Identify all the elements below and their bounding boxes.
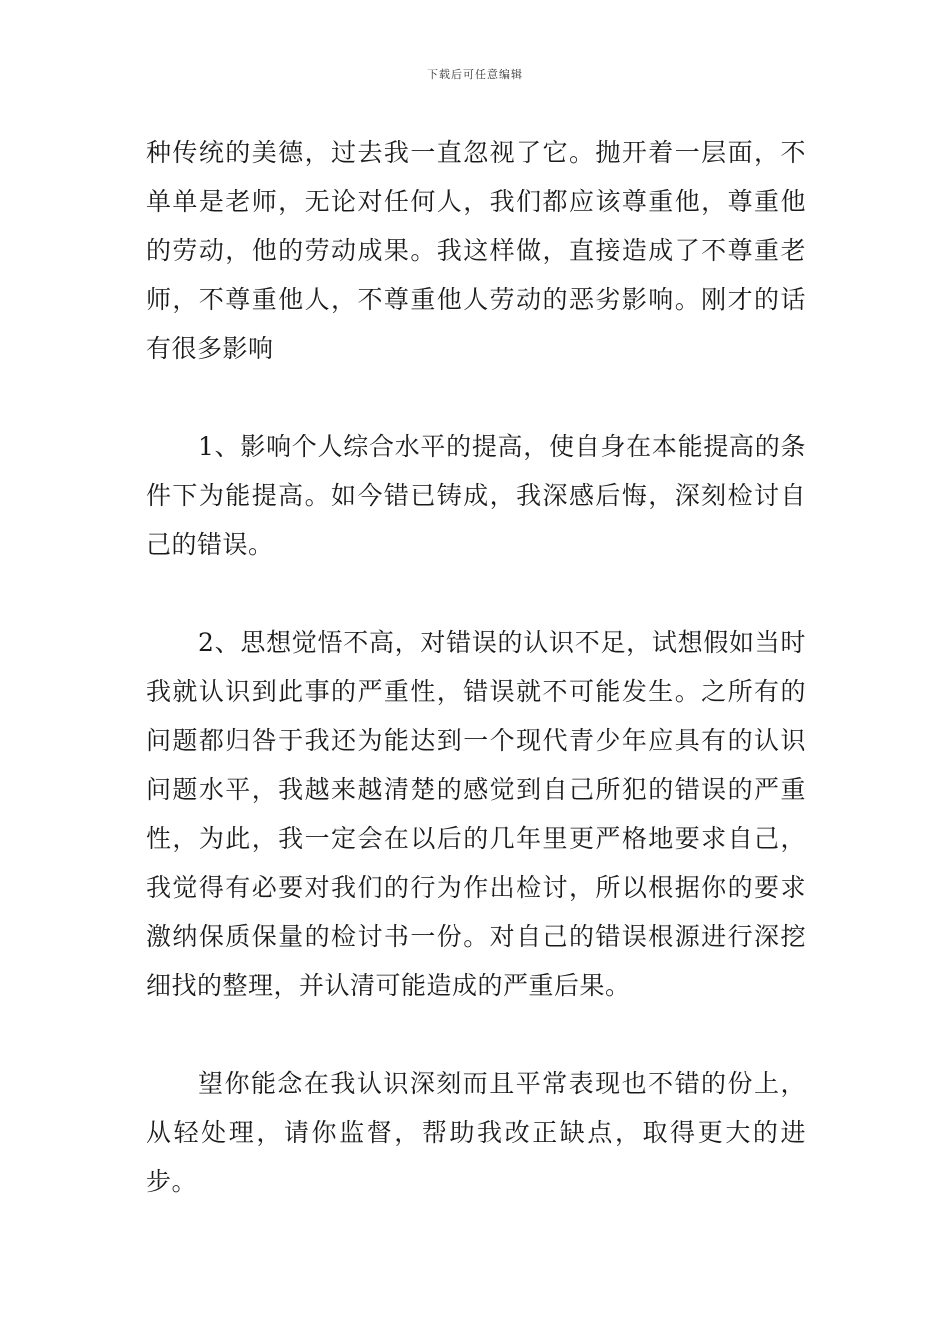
paragraph-point-1: 1、影响个人综合水平的提高，使自身在本能提高的条件下为能提高。如今错已铸成，我深感后悔，深刻检讨自己的错误。	[146, 432, 806, 559]
document-body	[146, 128, 806, 1206]
paragraph-point-2: 2、思想觉悟不高，对错误的认识不足，试想假如当时我就认识到此事的严重性，错误就不可能发生。之所有的问题都归咎于我还为能达到一个现代青少年应具有的认识问题水平，我越来越清楚的感觉到自己所犯的错误的严重性，为此，我一定会在以后的几年里更严格地要求自己，我觉得有必要对我们的行为作出检讨，所以根据你的要求激纳保质保量的检讨书一份。对自己的错误根源进行深挖细找的整理，并认清可能造成的严重后果。	[146, 628, 806, 1000]
header-note: 下载后可任意编辑	[427, 68, 523, 81]
paragraph-closing: 望你能念在我认识深刻而且平常表现也不错的份上，从轻处理，请你监督，帮助我改正缺点，取得更大的进步。	[146, 1069, 806, 1196]
paragraph-intro: 种传统的美德，过去我一直忽视了它。抛开着一层面，不单单是老师，无论对任何人，我们都应该尊重他，尊重他的劳动，他的劳动成果。我这样做，直接造成了不尊重老师，不尊重他人，不尊重他人劳动的恶劣影响。刚才的话有很多影响	[146, 138, 806, 363]
